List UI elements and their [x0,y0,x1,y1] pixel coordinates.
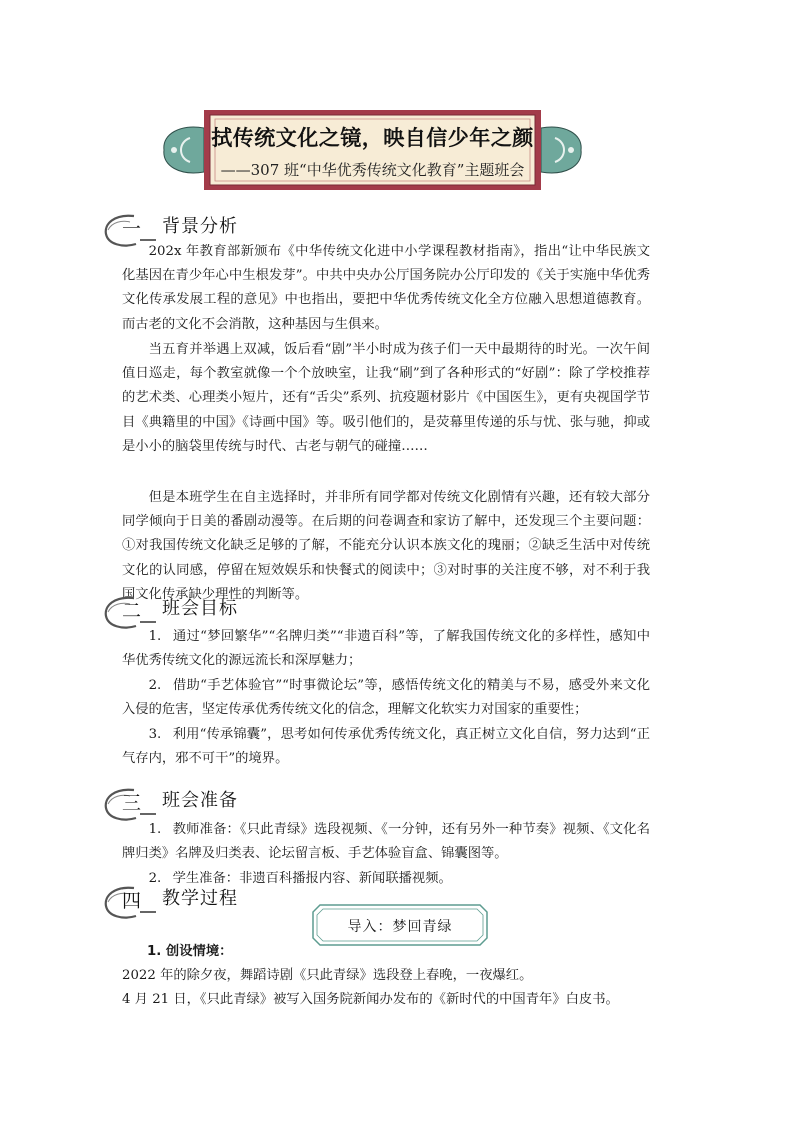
page-subtitle: ——307 班“中华优秀传统文化教育”主题班会 [220,161,525,179]
section-label: 背景分析 [162,216,238,237]
item-number: 3. [148,727,162,742]
paragraph: 但是本班学生在自主选择时，并非所有同学都对传统文化剧情有兴趣，还有较大部分同学倾向于日美的番剧动漫等。在后期的问卷调查和家访了解中，还发现三个主要问题：①对我国传统文化缺乏足够的了解，不能充分认识本族文化的瑰丽；②缺乏生活中对传统文化的认同感，停留在短效娱乐和快餐式的阅读中；③对时事的关注度不够，对不利于我国文化传承缺少理性的判断等。 [122,490,650,602]
paragraph: 202x 年教育部新颁布《中华传统文化进中小学课程教材指南》，指出“让中华民族文化基因在青少年心中生根发芽”。中共中央办公厅国务院办公厅印发的《关于实施中华优秀文化传承发展工程的意见》中也指出，要把中华优秀传统文化全方位融入思想道德教育。而古老的文化不会消散，这种基因与生俱来。 [122,244,650,332]
item-number: 2. [148,871,162,886]
item-number: 2. [148,678,162,693]
section-label: 教学过程 [162,888,238,909]
section-number: 四 [122,890,142,912]
section-number: 三 [122,792,142,814]
goal-item [122,625,650,673]
intro-label-box [312,904,488,946]
item-text: 学生准备：非遗百科播报内容、新闻联播视频。 [172,871,452,886]
item-number: 1. [148,629,162,644]
page-title: 拭传统文化之镜，映自信少年之颜 [211,126,534,150]
goal-item [122,723,650,771]
section-number: 一 [122,218,142,240]
title-banner [160,104,585,196]
section-label: 班会目标 [162,598,238,619]
subsection-title: 1. 创设情境： [147,944,233,959]
paragraph: 当五育并举遇上双减，饭后看“剧”半小时成为孩子们一天中最期待的时光。一次午间值日巡走，每个教室就像一个个放映室，让我“刷”到了各种形式的“好剧”：除了学校推荐的艺术类、心理类小短片，还有“舌尖”系列、抗疫题材影片《中国医生》，更有央视国学节目《典籍里的中国》《诗画中国》等。吸引他们的，是荧幕里传递的乐与忧、张与驰，抑或是小小的脑袋里传统与时代、古老与朝气的碰撞…… [122,342,650,454]
item-text: 借助“手艺体验官”“时事微论坛”等，感悟传统文化的精美与不易，感受外来文化入侵的危害，坚定传承优秀传统文化的信念，理解文化软实力对国家的重要性； [122,678,650,718]
body-line: 4 月 21 日，《只此青绿》被写入国务院新闻办发布的《新时代的中国青年》白皮书。 [122,992,619,1007]
section-number: 二 [122,600,142,622]
item-number: 1. [148,822,162,837]
item-text: 利用“传承锦囊”，思考如何传承优秀传统文化，真正树立文化自信，努力达到“正气存内，邪不可干”的境界。 [122,727,650,767]
intro-label: 导入：梦回青绿 [347,919,453,935]
item-text: 教师准备：《只此青绿》选段视频、《一分钟，还有另外一种节奏》视频、《文化名牌归类》名牌及归类表、论坛留言板、手艺体验盲盒、锦囊图等。 [122,822,650,862]
section-label: 班会准备 [162,790,238,811]
prep-item [122,818,650,866]
item-text: 通过“梦回繁华”“名牌归类”“非遗百科”等，了解我国传统文化的多样性，感知中华优秀传统文化的源远流长和深厚魅力； [122,629,650,669]
body-line: 2022 年的除夕夜，舞蹈诗剧《只此青绿》选段登上春晚，一夜爆红。 [122,968,533,983]
goal-item [122,674,650,722]
